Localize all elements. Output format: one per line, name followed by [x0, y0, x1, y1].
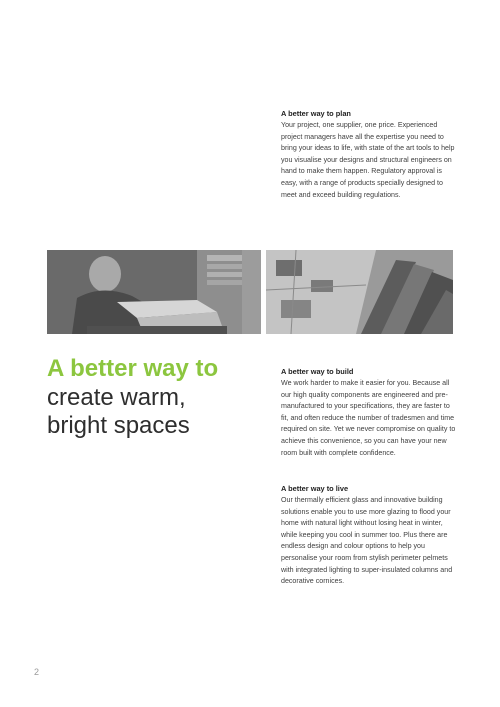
workshop-photo	[47, 250, 261, 334]
headline-line-2: create warm,	[47, 384, 186, 411]
plans-swatches-photo	[266, 250, 453, 334]
headline	[47, 354, 267, 440]
section-live-body: Our thermally efficient glass and innovative building solutions enable you to use more glazing to flood your home with natural light without losing heat in winter, while keeping you cool in summer too. Plus there are endless design and colour options to help you personalise your room from stylish perimeter pelmets with integrated lighting to super-insulated columns and decorative cornices.	[281, 496, 453, 586]
headline-line-3: bright spaces	[47, 412, 190, 439]
section-plan	[281, 108, 459, 201]
section-build-body: We work harder to make it easier for you. Because all our high quality components are engineered and pre-manufactured to your specifications, they are faster to fit, and often reduce the number of tradesmen and time required on site. Yet we never compromise on quality to achieve this convenience, so you can have your new room built with complete confidence.	[281, 379, 456, 457]
page-number: 2	[34, 667, 40, 677]
section-live	[281, 483, 459, 588]
section-plan-body: Your project, one supplier, one price. Experienced project managers have all the expertise you need to bring your ideas to life, with state of the art tools to help you visualise your designs and structural engineers on hand to make them happen. Regulatory approval is easy, with a range of products specially designed to meet and exceed building regulations.	[281, 121, 455, 199]
section-build-heading: A better way to build	[281, 367, 354, 376]
headline-accent: A better way to	[47, 355, 219, 382]
section-plan-heading: A better way to plan	[281, 109, 351, 118]
section-live-heading: A better way to live	[281, 484, 349, 493]
section-build	[281, 366, 459, 459]
